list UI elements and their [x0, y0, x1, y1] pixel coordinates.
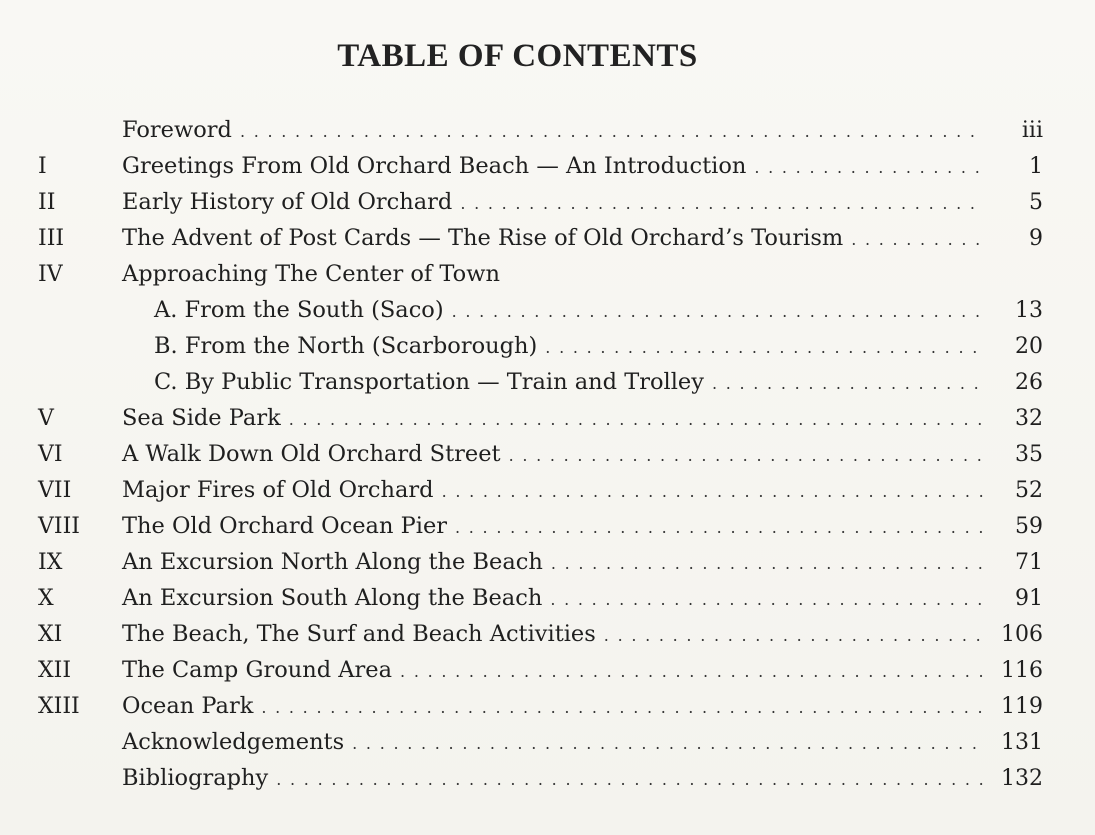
page-number: 91	[1015, 586, 1043, 611]
toc-entry	[38, 436, 1043, 472]
entry-body	[122, 724, 983, 762]
entry-body	[122, 688, 983, 726]
dot-leader	[460, 186, 983, 222]
entry-body	[122, 400, 983, 438]
dot-leader	[712, 366, 983, 402]
dot-leader	[509, 438, 983, 474]
toc-entry	[38, 220, 1043, 256]
toc-entry	[38, 184, 1043, 220]
chapter-number: XII	[38, 658, 72, 683]
entry-body	[122, 472, 983, 510]
toc-entry	[38, 544, 1043, 580]
entry-title: Acknowledgements	[122, 729, 345, 755]
dot-leader	[754, 150, 983, 186]
page-number: 5	[1029, 190, 1043, 215]
chapter-number: V	[38, 406, 54, 431]
entry-body	[122, 220, 983, 258]
toc-entry	[38, 400, 1043, 436]
dot-leader	[455, 510, 983, 546]
entry-body	[122, 112, 983, 150]
page-title: TABLE OF CONTENTS	[337, 38, 698, 74]
entry-title: The Camp Ground Area	[122, 657, 393, 683]
dot-leader	[261, 690, 983, 726]
page-number: 9	[1029, 226, 1043, 251]
chapter-number: VI	[38, 442, 63, 467]
entry-title: Sea Side Park	[122, 405, 281, 431]
entry-title: The Beach, The Surf and Beach Activities	[122, 621, 596, 647]
entry-title: The Old Orchard Ocean Pier	[122, 513, 448, 539]
chapter-number: XI	[38, 622, 63, 647]
dot-leader	[545, 330, 983, 366]
page-number: 132	[1001, 766, 1043, 791]
dot-leader	[442, 474, 983, 510]
entry-body	[122, 508, 983, 546]
dot-leader	[851, 222, 983, 258]
entry-title: Approaching The Center of Town	[122, 261, 500, 287]
chapter-number: VII	[38, 478, 72, 503]
page-number: 1	[1029, 154, 1043, 179]
page-number: 52	[1015, 478, 1043, 503]
entry-title: Early History of Old Orchard	[122, 189, 453, 215]
toc-entry	[38, 112, 1043, 148]
entry-title: B. From the North (Scarborough)	[154, 333, 538, 359]
page-number: 13	[1015, 298, 1043, 323]
entry-title: Greetings From Old Orchard Beach — An Introduction	[122, 153, 747, 179]
entry-body	[122, 580, 983, 618]
toc-entry	[38, 580, 1043, 616]
entry-body	[122, 652, 983, 690]
chapter-number: III	[38, 226, 65, 251]
entry-body	[122, 544, 983, 582]
entry-body	[122, 436, 983, 474]
toc-entry	[38, 508, 1043, 544]
entry-title: A. From the South (Saco)	[154, 297, 444, 323]
entry-body	[122, 760, 983, 798]
toc-entry	[38, 688, 1043, 724]
dot-leader	[604, 618, 983, 654]
dot-leader	[289, 402, 983, 438]
page-number: iii	[1021, 118, 1043, 143]
toc-entry	[38, 148, 1043, 184]
chapter-number: II	[38, 190, 56, 215]
dot-leader	[550, 582, 983, 618]
toc-entry	[38, 472, 1043, 508]
chapter-number: IX	[38, 550, 63, 575]
toc-subentry	[38, 364, 1043, 400]
chapter-number: XIII	[38, 694, 80, 719]
table-of-contents	[38, 112, 1043, 796]
toc-subentry	[38, 292, 1043, 328]
dot-leader	[452, 294, 983, 330]
dot-leader	[400, 654, 983, 690]
page-number: 116	[1001, 658, 1043, 683]
chapter-number: IV	[38, 262, 63, 287]
toc-entry	[38, 724, 1043, 760]
page-number: 59	[1015, 514, 1043, 539]
page-number: 71	[1015, 550, 1043, 575]
entry-title: Foreword	[122, 117, 232, 143]
entry-body	[122, 292, 983, 330]
dot-leader	[276, 762, 983, 798]
page-number: 106	[1001, 622, 1043, 647]
toc-entry	[38, 760, 1043, 796]
dot-leader	[352, 726, 983, 762]
entry-body	[122, 616, 983, 654]
entry-title: An Excursion South Along the Beach	[122, 585, 543, 611]
toc-subentry	[38, 328, 1043, 364]
page-number: 26	[1015, 370, 1043, 395]
chapter-number: X	[38, 586, 54, 611]
dot-leader	[551, 546, 983, 582]
entry-title: C. By Public Transportation — Train and Trolley	[154, 369, 704, 395]
entry-body	[122, 184, 983, 222]
toc-entry	[38, 652, 1043, 688]
page-number: 32	[1015, 406, 1043, 431]
entry-title: Bibliography	[122, 765, 269, 791]
chapter-number: VIII	[38, 514, 80, 539]
toc-entry	[38, 256, 1043, 292]
page-number: 35	[1015, 442, 1043, 467]
toc-entry	[38, 616, 1043, 652]
chapter-number: I	[38, 154, 47, 179]
entry-body	[122, 328, 983, 366]
page-number: 20	[1015, 334, 1043, 359]
entry-title: Ocean Park	[122, 693, 254, 719]
page-number: 119	[1001, 694, 1043, 719]
entry-title: An Excursion North Along the Beach	[122, 549, 543, 575]
dot-leader	[240, 114, 983, 150]
entry-title: The Advent of Post Cards — The Rise of Old Orchard’s Tourism	[122, 225, 844, 251]
entry-body	[122, 256, 983, 292]
page-number: 131	[1001, 730, 1043, 755]
entry-title: A Walk Down Old Orchard Street	[122, 441, 501, 467]
entry-title: Major Fires of Old Orchard	[122, 477, 434, 503]
entry-body	[122, 364, 983, 402]
entry-body	[122, 148, 983, 186]
